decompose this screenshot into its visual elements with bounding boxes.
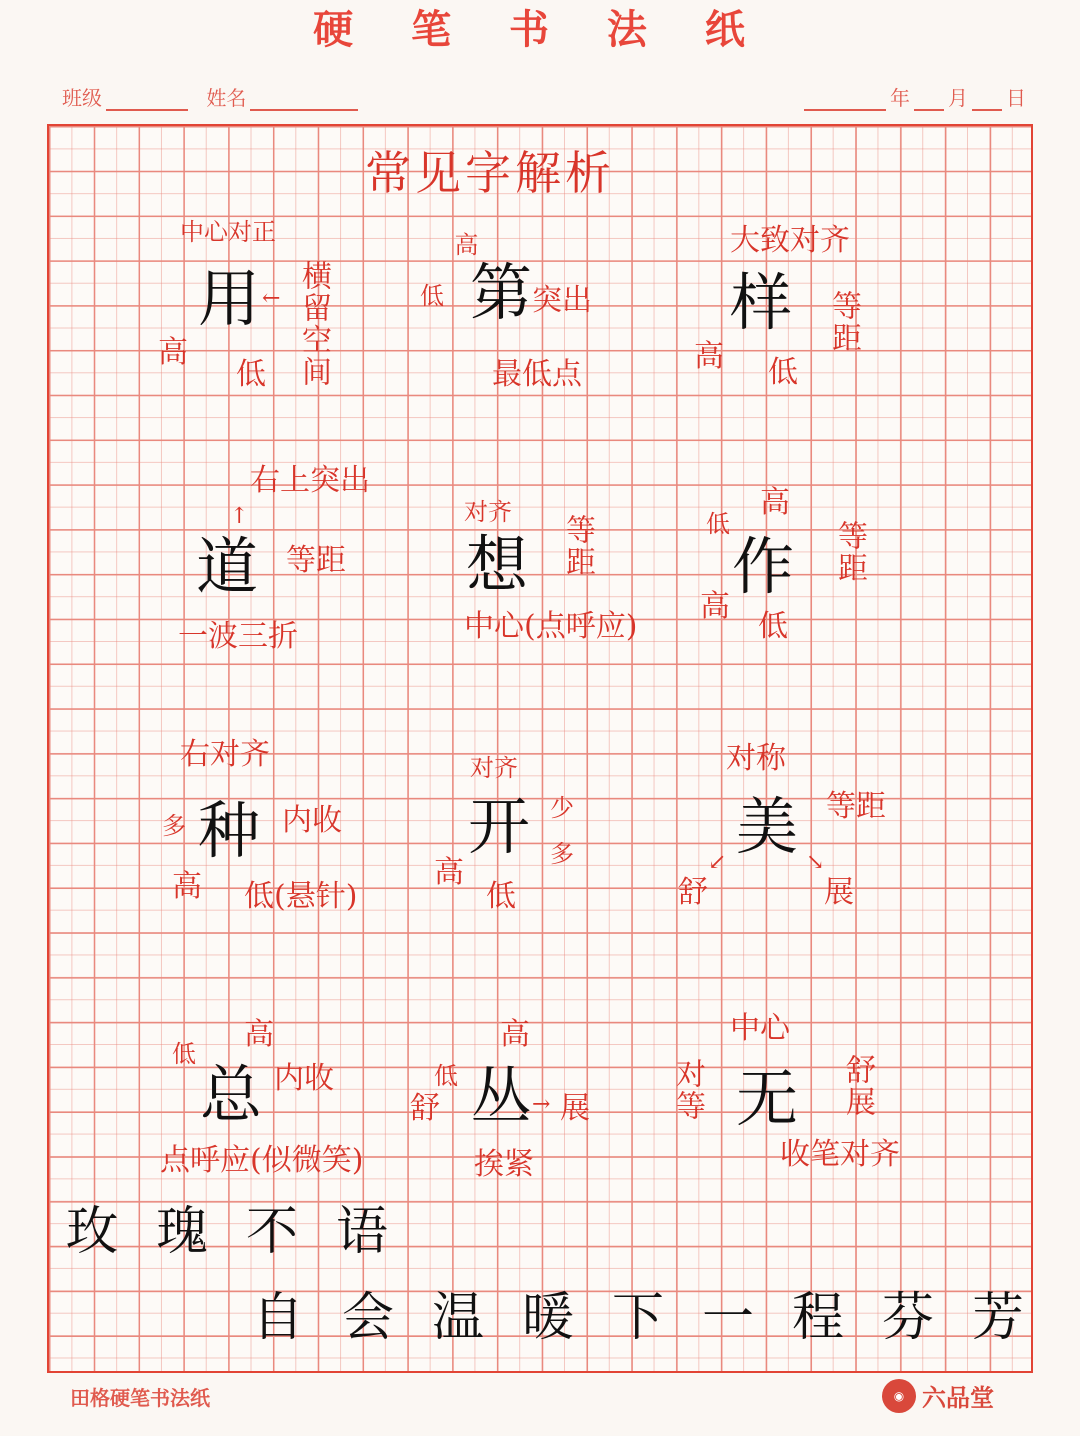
note-zong-right: 内收 [274, 1061, 334, 1096]
note-zuo-high2: 高 [700, 589, 730, 624]
arrow-right-icon: → [532, 1092, 551, 1117]
note-cong-high: 高 [500, 1017, 530, 1052]
note-zhong-left: 多 [162, 812, 186, 840]
note-yong-top: 中心对正 [180, 218, 276, 246]
note-mei-top: 对称 [726, 741, 786, 776]
arrow-left-icon: ← [262, 286, 281, 311]
char-kai: 开 [468, 790, 531, 863]
note-cong-low: 低 [434, 1062, 458, 1090]
name-blank [250, 91, 358, 111]
char-mei: 美 [736, 790, 799, 863]
note-di-high: 高 [450, 232, 478, 258]
note-kai-low: 低 [486, 879, 516, 914]
poem-line-2: 自会温暖下一程芬芳 [252, 1288, 1063, 1348]
note-kai-high: 高 [434, 855, 464, 890]
arrow-up-icon: ↑ [230, 504, 249, 529]
char-di: 第 [470, 256, 533, 329]
char-yong: 用 [198, 262, 261, 335]
note-dao-top: 右上突出 [250, 463, 370, 498]
month-blank [914, 91, 944, 111]
note-zuo-right: 等距 [832, 520, 867, 584]
class-label: 班级 [62, 86, 102, 110]
note-yang-low: 低 [768, 355, 798, 390]
month-label: 月 [948, 86, 968, 110]
date-field [800, 82, 1026, 111]
char-dao: 道 [196, 530, 259, 603]
note-di-low: 低 [420, 282, 444, 310]
note-mei-right-bottom: 展 [824, 875, 854, 910]
brand-name: 六品堂 [922, 1383, 994, 1412]
note-kai-top: 对齐 [470, 754, 518, 782]
note-cong-shu: 舒 [410, 1091, 440, 1126]
note-zong-high: 高 [244, 1017, 274, 1052]
note-wu-left: 对等 [670, 1058, 705, 1122]
note-zhong-high: 高 [172, 869, 202, 904]
day-label: 日 [1006, 86, 1026, 110]
char-zuo: 作 [732, 530, 795, 603]
note-cong-bottom: 挨紧 [474, 1147, 534, 1182]
note-wu-top: 中心 [730, 1011, 790, 1046]
char-wu: 无 [736, 1062, 799, 1135]
seal-icon: ◉ [882, 1379, 916, 1413]
note-zuo-high1: 高 [760, 485, 790, 520]
note-yong-high: 高 [158, 335, 188, 370]
note-zhong-right: 内收 [282, 803, 342, 838]
name-label: 姓名 [206, 86, 247, 110]
note-xiang-bottom: 中心(点呼应) [464, 609, 638, 644]
note-zhong-top: 右对齐 [180, 737, 270, 772]
note-mei-left: 舒 [678, 875, 708, 910]
page-heading: 常见字解析 [365, 146, 615, 200]
note-kai-few: 少 [550, 794, 574, 822]
class-blank [106, 91, 188, 111]
arrow-down-left-icon: ↙ [708, 850, 727, 875]
note-yang-high: 高 [694, 339, 724, 374]
char-zong: 总 [200, 1058, 263, 1131]
footer-label: 田格硬笔书法纸 [70, 1386, 210, 1410]
note-wu-bottom: 收笔对齐 [780, 1137, 900, 1172]
poem-line-1: 玫瑰不语 [66, 1202, 427, 1262]
note-yong-low: 低 [236, 357, 266, 392]
char-yang: 样 [730, 266, 793, 339]
note-di-right: 突出 [532, 283, 592, 318]
note-yang-top: 大致对齐 [730, 223, 850, 258]
note-xiang-top: 对齐 [464, 498, 512, 526]
note-zong-bottom: 点呼应(似微笑) [160, 1143, 364, 1178]
note-kai-many: 多 [550, 840, 574, 868]
note-yang-right: 等距 [826, 290, 861, 354]
note-cong-zhan: 展 [560, 1091, 590, 1126]
arrow-down-right-icon: ↘ [806, 850, 825, 875]
char-xiang: 想 [466, 528, 529, 601]
note-zong-low: 低 [172, 1040, 196, 1068]
char-zhong: 种 [198, 794, 261, 867]
note-zuo-low2: 低 [758, 609, 788, 644]
note-zuo-low1: 低 [706, 510, 730, 538]
note-yong-right: 横留空间 [296, 260, 331, 388]
year-label: 年 [890, 86, 910, 110]
char-cong: 丛 [470, 1060, 533, 1133]
note-wu-right: 舒展 [840, 1054, 875, 1118]
note-zhong-low: 低(悬针) [244, 879, 358, 914]
brand-logo [882, 1378, 994, 1413]
note-mei-right: 等距 [826, 789, 886, 824]
paper-title: 硬 笔 书 法 纸 [313, 6, 767, 53]
class-field [62, 82, 362, 111]
year-blank [804, 91, 886, 111]
note-di-bottom: 最低点 [492, 357, 582, 392]
note-dao-bottom: 一波三折 [178, 619, 298, 654]
note-dao-right: 等距 [286, 543, 346, 578]
day-blank [972, 91, 1002, 111]
note-xiang-right: 等距 [560, 514, 595, 578]
